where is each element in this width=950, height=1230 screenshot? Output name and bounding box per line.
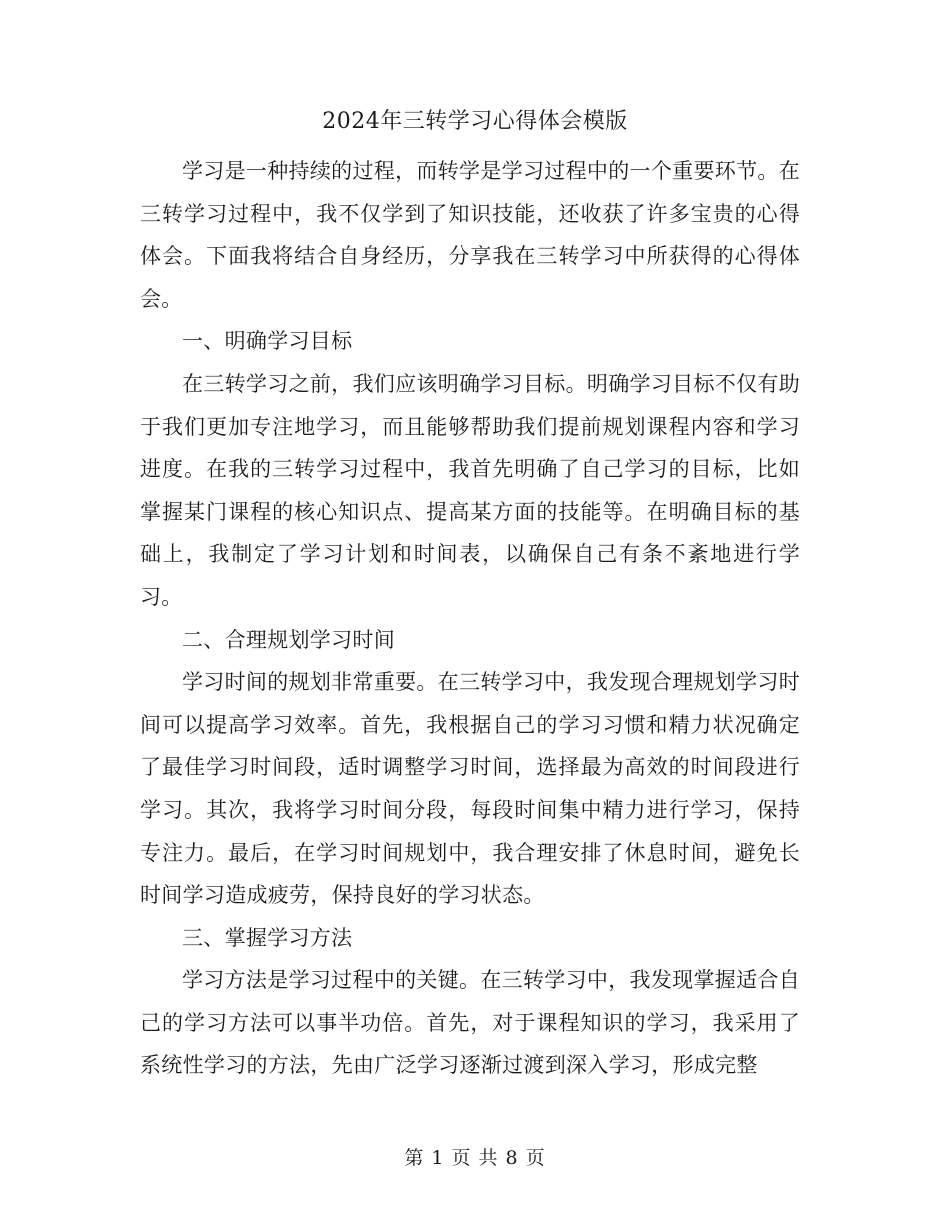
- page-number-footer: 第 1 页 共 8 页: [404, 1147, 546, 1169]
- document-body: [140, 150, 800, 1087]
- section-heading-2: 二、合理规划学习时间: [182, 627, 395, 652]
- document-title: 2024年三转学习心得体会模版: [322, 109, 628, 134]
- section-paragraph-1: 在三转学习之前，我们应该明确学习目标。明确学习目标不仅有助于我们更加专注地学习，而且能够帮助我们提前规划课程内容和学习进度。在我的三转学习过程中，我首先明确了自己学习的目标，比如掌握某门课程的核心知识点、提高某方面的技能等。在明确目标的基础上，我制定了学习计划和时间表，以确保自己有条不紊地进行学习。: [140, 371, 800, 609]
- section-heading-1: 一、明确学习目标: [182, 329, 353, 354]
- section-paragraph-3: 学习方法是学习过程中的关键。在三转学习中，我发现掌握适合自己的学习方法可以事半功倍。首先，对于课程知识的学习，我采用了系统性学习的方法，先由广泛学习逐渐过渡到深入学习，形成完整: [140, 968, 800, 1078]
- section-heading-3: 三、掌握学习方法: [182, 925, 353, 950]
- intro-paragraph: 学习是一种持续的过程，而转学是学习过程中的一个重要环节。在三转学习过程中，我不仅学到了知识技能，还收获了许多宝贵的心得体会。下面我将结合自身经历，分享我在三转学习中所获得的心得体会。: [140, 159, 800, 311]
- section-paragraph-2: 学习时间的规划非常重要。在三转学习中，我发现合理规划学习时间可以提高学习效率。首先，我根据自己的学习习惯和精力状况确定了最佳学习时间段，适时调整学习时间，选择最为高效的时间段进行学习。其次，我将学习时间分段，每段时间集中精力进行学习，保持专注力。最后，在学习时间规划中，我合理安排了休息时间，避免长时间学习造成疲劳，保持良好的学习状态。: [140, 670, 800, 908]
